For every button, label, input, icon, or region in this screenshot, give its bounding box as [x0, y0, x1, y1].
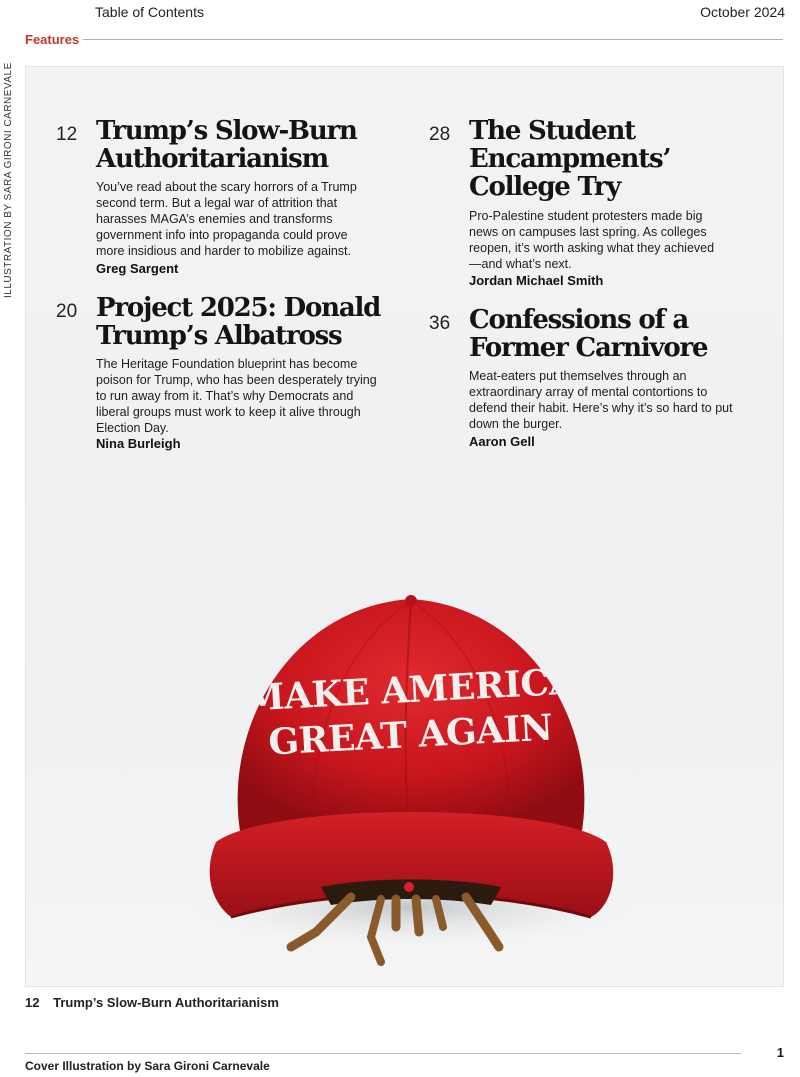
cover-illustration-panel [25, 66, 784, 987]
caption-page-number: 12 [25, 995, 40, 1010]
article-page-number: 36 [429, 313, 451, 334]
article-description: Meat-eaters put themselves through an extraordinary array of mental contortions to defend their habit. Here’s why it’s so hard to put down the burger. [469, 369, 733, 431]
section-name: Table of Contents [95, 4, 204, 20]
article-author: Greg Sargent [96, 261, 179, 276]
article-page-number: 12 [56, 124, 78, 145]
article-entry[interactable] [429, 306, 769, 456]
footer-credit: Cover Illustration by Sara Gironi Carnevale [25, 1059, 270, 1073]
article-entry[interactable] [56, 293, 381, 464]
illustration-credit-vertical [3, 62, 17, 298]
article-title[interactable]: The Student Encampments’ College Try [469, 116, 671, 202]
issue-date: October 2024 [700, 4, 785, 20]
illustration-credit-text: ILLUSTRATION BY SARA GIRONI CARNEVALE [3, 62, 14, 298]
article-entry[interactable] [56, 117, 376, 287]
article-page-number: 20 [56, 301, 78, 322]
page-number: 1 [776, 1045, 784, 1060]
article-author: Aaron Gell [469, 434, 535, 449]
cap-text-line-2: GREAT AGAIN [267, 706, 554, 764]
article-description: Pro-Palestine student protesters made big news on campuses last spring. As colleges reopen, it’s worth asking what they achieved—and what’s next. [469, 209, 715, 271]
footer-divider [25, 1053, 741, 1054]
cap-text-line-1: MAKE AMERICA [243, 660, 578, 720]
article-title[interactable]: Project 2025: Donald Trump’s Albatross [96, 293, 381, 351]
article-title[interactable]: Trump’s Slow-Burn Authoritarianism [96, 116, 357, 174]
article-entry[interactable] [429, 117, 769, 297]
section-divider [83, 39, 783, 40]
section-header [25, 30, 783, 48]
section-label: Features [25, 31, 80, 47]
article-description: The Heritage Foundation blueprint has become poison for Trump, who has been desperately trying to run away from it. That’s why Democrats and liberal groups must work to keep it alive through Election Day. [96, 357, 377, 435]
article-title[interactable]: Confessions of a Former Carnivore [469, 305, 708, 363]
cap-graphic [181, 587, 641, 987]
caption-title[interactable]: Trump’s Slow-Burn Authoritarianism [53, 995, 279, 1010]
article-author: Nina Burleigh [96, 436, 181, 451]
article-page-number: 28 [429, 124, 451, 145]
article-author: Jordan Michael Smith [469, 273, 604, 288]
red-cap-illustration [181, 587, 641, 987]
article-description: You’ve read about the scary horrors of a Trump second term. But a legal war of attrition that harasses MAGA’s enemies and transforms government info into propaganda could prove more insidious and harder to mobilize against. [96, 180, 357, 258]
cover-caption [25, 995, 279, 1010]
